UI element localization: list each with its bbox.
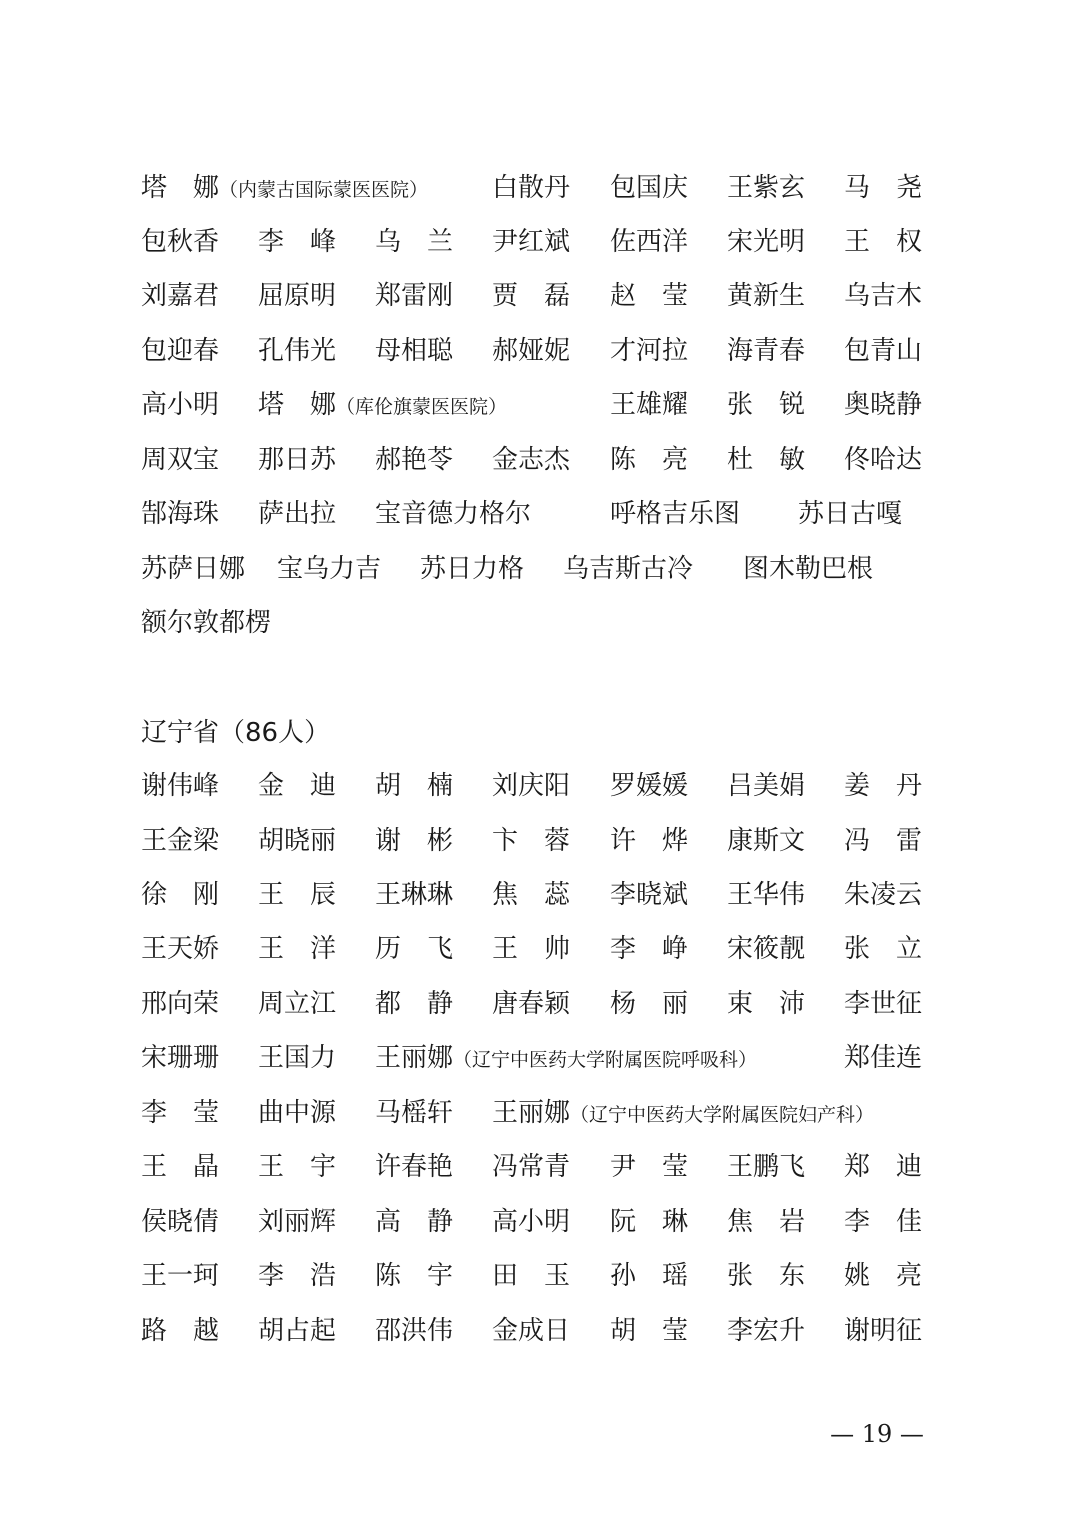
name-entry	[141, 331, 219, 371]
person-name: 王 宇	[258, 1152, 337, 1182]
person-name: 王丽娜	[492, 1098, 571, 1128]
name-entry	[258, 821, 336, 861]
name-row	[141, 929, 961, 969]
person-name: 王天娇	[141, 934, 220, 964]
name-entry	[727, 1256, 805, 1296]
person-name: 郑佳连	[844, 1043, 923, 1073]
name-entry	[258, 766, 336, 806]
name-entry	[610, 1256, 688, 1296]
affiliation-note: （辽宁中医药大学附属医院妇产科）	[570, 1104, 875, 1126]
name-entry	[141, 929, 219, 969]
name-entry	[375, 276, 453, 316]
person-name: 冯 雷	[844, 826, 923, 856]
province-heading: 辽宁省（86人）	[141, 718, 331, 748]
name-entry	[727, 385, 805, 425]
name-entry	[141, 821, 219, 861]
name-entry	[610, 1202, 688, 1242]
name-entry	[844, 1202, 922, 1242]
name-entry	[743, 549, 873, 589]
name-entry	[844, 1311, 922, 1351]
name-row	[141, 603, 961, 643]
name-entry	[375, 222, 453, 262]
person-name: 马榣轩	[375, 1098, 454, 1128]
person-name: 郝艳苓	[375, 445, 454, 475]
name-entry	[844, 766, 922, 806]
name-row	[141, 385, 961, 425]
name-entry	[492, 875, 570, 915]
person-name: 李晓斌	[610, 880, 689, 910]
name-entry	[610, 766, 688, 806]
name-row	[141, 168, 961, 208]
person-name: 王雄耀	[610, 390, 689, 420]
name-entry	[141, 875, 219, 915]
person-name: 卞 蓉	[492, 826, 571, 856]
name-row	[141, 1311, 961, 1351]
name-entry	[375, 331, 453, 371]
name-entry	[610, 440, 688, 480]
person-name: 图木勒巴根	[743, 554, 874, 584]
name-entry	[610, 222, 688, 262]
person-name: 包国庆	[610, 173, 689, 203]
person-name: 谢 彬	[375, 826, 454, 856]
name-entry	[727, 821, 805, 861]
name-entry	[610, 494, 740, 534]
person-name: 高小明	[141, 390, 220, 420]
name-entry	[258, 1093, 336, 1133]
name-row	[141, 875, 961, 915]
person-name: 周双宝	[141, 445, 220, 475]
person-name: 那日苏	[258, 445, 337, 475]
name-entry	[141, 1093, 219, 1133]
name-entry	[727, 1311, 805, 1351]
person-name: 奥晓静	[844, 390, 923, 420]
person-name: 都 静	[375, 989, 454, 1019]
person-name: 屈原明	[258, 281, 337, 311]
person-name: 包青山	[844, 336, 923, 366]
name-entry	[141, 1256, 219, 1296]
person-name: 罗媛媛	[610, 771, 689, 801]
name-entry	[375, 1147, 453, 1187]
person-name: 金志杰	[492, 445, 571, 475]
name-row	[141, 1038, 961, 1078]
person-name: 李宏升	[727, 1316, 806, 1346]
name-entry	[492, 821, 570, 861]
person-name: 苏日力格	[420, 554, 525, 584]
name-entry	[492, 1256, 570, 1296]
person-name: 黄新生	[727, 281, 806, 311]
affiliation-note: （辽宁中医药大学附属医院呼吸科）	[453, 1049, 758, 1071]
name-entry	[258, 984, 336, 1024]
name-entry	[141, 385, 219, 425]
person-name: 阮 琳	[610, 1207, 689, 1237]
person-name: 曲中源	[258, 1098, 337, 1128]
name-entry	[141, 1311, 219, 1351]
name-entry	[610, 1147, 688, 1187]
person-name: 田 玉	[492, 1261, 571, 1291]
person-name: 李 峰	[258, 227, 337, 257]
name-entry	[610, 821, 688, 861]
name-entry	[492, 222, 570, 262]
name-entry	[375, 929, 453, 969]
name-entry	[492, 331, 570, 371]
name-entry	[141, 1038, 219, 1078]
person-name: 刘丽辉	[258, 1207, 337, 1237]
person-name: 王琳琳	[375, 880, 454, 910]
person-name: 王 辰	[258, 880, 337, 910]
person-name: 乌吉斯古冷	[563, 554, 694, 584]
name-entry	[727, 168, 805, 208]
person-name: 胡 莹	[610, 1316, 689, 1346]
page-number: — 19 —	[830, 1420, 924, 1448]
name-entry	[141, 766, 219, 806]
person-name: 刘嘉君	[141, 281, 220, 311]
person-name: 包迎春	[141, 336, 220, 366]
name-entry	[258, 929, 336, 969]
name-entry	[844, 1256, 922, 1296]
name-row	[141, 331, 961, 371]
name-entry	[141, 549, 245, 589]
person-name: 许春艳	[375, 1152, 454, 1182]
person-name: 孙 瑶	[610, 1261, 689, 1291]
name-entry	[258, 875, 336, 915]
name-entry	[492, 276, 570, 316]
person-name: 贾 磊	[492, 281, 571, 311]
name-entry	[258, 385, 507, 427]
person-name: 佐西洋	[610, 227, 689, 257]
person-name: 郑雷刚	[375, 281, 454, 311]
name-entry	[610, 385, 688, 425]
name-entry	[141, 1147, 219, 1187]
name-entry	[141, 222, 219, 262]
name-entry	[727, 929, 805, 969]
name-entry	[492, 168, 570, 208]
name-entry	[844, 1038, 922, 1078]
name-entry	[492, 440, 570, 480]
name-entry	[727, 331, 805, 371]
person-name: 苏日古嘎	[798, 499, 903, 529]
name-entry	[375, 1093, 453, 1133]
name-entry	[610, 276, 688, 316]
person-name: 包秋香	[141, 227, 220, 257]
name-entry	[844, 1147, 922, 1187]
name-entry	[258, 494, 336, 534]
person-name: 陈 亮	[610, 445, 689, 475]
name-entry	[420, 549, 524, 589]
person-name: 王 洋	[258, 934, 337, 964]
name-entry	[727, 1202, 805, 1242]
person-name: 朱凌云	[844, 880, 923, 910]
person-name: 张 立	[844, 934, 923, 964]
name-entry	[258, 440, 336, 480]
name-entry	[492, 1202, 570, 1242]
name-entry	[492, 766, 570, 806]
person-name: 刘庆阳	[492, 771, 571, 801]
name-entry	[141, 440, 219, 480]
person-name: 塔 娜	[258, 390, 337, 420]
person-name: 尹 莹	[610, 1152, 689, 1182]
name-entry	[844, 168, 922, 208]
name-entry	[375, 440, 453, 480]
person-name: 历 飞	[375, 934, 454, 964]
person-name: 萨出拉	[258, 499, 337, 529]
name-entry	[727, 875, 805, 915]
name-row	[141, 1256, 961, 1296]
name-entry	[141, 168, 428, 210]
person-name: 白散丹	[492, 173, 571, 203]
person-name: 王一珂	[141, 1261, 220, 1291]
name-entry	[258, 276, 336, 316]
person-name: 尹红斌	[492, 227, 571, 257]
name-row	[141, 1093, 961, 1133]
name-entry	[610, 875, 688, 915]
person-name: 胡 楠	[375, 771, 454, 801]
person-name: 才河拉	[610, 336, 689, 366]
person-name: 李 峥	[610, 934, 689, 964]
name-entry	[610, 929, 688, 969]
person-name: 宋筱靓	[727, 934, 806, 964]
name-entry	[258, 1256, 336, 1296]
person-name: 胡占起	[258, 1316, 337, 1346]
person-name: 母相聪	[375, 336, 454, 366]
person-name: 李 佳	[844, 1207, 923, 1237]
person-name: 路 越	[141, 1316, 220, 1346]
name-entry	[727, 984, 805, 1024]
name-entry	[844, 276, 922, 316]
name-entry	[492, 1093, 874, 1135]
person-name: 徐 刚	[141, 880, 220, 910]
name-entry	[375, 1311, 453, 1351]
name-entry	[844, 222, 922, 262]
person-name: 郑 迪	[844, 1152, 923, 1182]
person-name: 张 锐	[727, 390, 806, 420]
person-name: 宝音德力格尔	[375, 499, 532, 529]
person-name: 吕美娟	[727, 771, 806, 801]
person-name: 乌 兰	[375, 227, 454, 257]
person-name: 李 莹	[141, 1098, 220, 1128]
person-name: 金 迪	[258, 771, 337, 801]
person-name: 王丽娜	[375, 1043, 454, 1073]
name-entry	[844, 984, 922, 1024]
name-entry	[492, 1147, 570, 1187]
name-entry	[375, 1256, 453, 1296]
person-name: 王鹏飞	[727, 1152, 806, 1182]
person-name: 李世征	[844, 989, 923, 1019]
name-entry	[258, 331, 336, 371]
name-row	[141, 1202, 961, 1242]
person-name: 焦 岩	[727, 1207, 806, 1237]
name-entry	[610, 168, 688, 208]
name-entry	[844, 929, 922, 969]
person-name: 苏萨日娜	[141, 554, 246, 584]
person-name: 王紫玄	[727, 173, 806, 203]
name-row	[141, 494, 961, 534]
person-name: 王华伟	[727, 880, 806, 910]
person-name: 张 东	[727, 1261, 806, 1291]
name-entry	[141, 276, 219, 316]
person-name: 金成日	[492, 1316, 571, 1346]
person-name: 王 权	[844, 227, 923, 257]
person-name: 呼格吉乐图	[610, 499, 741, 529]
person-name: 焦 蕊	[492, 880, 571, 910]
person-name: 佟哈达	[844, 445, 923, 475]
name-entry	[610, 331, 688, 371]
name-entry	[375, 494, 531, 534]
person-name: 杨 丽	[610, 989, 689, 1019]
name-entry	[610, 1311, 688, 1351]
person-name: 冯常青	[492, 1152, 571, 1182]
name-entry	[258, 1038, 336, 1078]
person-name: 邵洪伟	[375, 1316, 454, 1346]
affiliation-note: （库伦旗蒙医医院）	[336, 396, 508, 418]
name-entry	[563, 549, 693, 589]
person-name: 郜海珠	[141, 499, 220, 529]
name-entry	[375, 875, 453, 915]
person-name: 赵 莹	[610, 281, 689, 311]
name-entry	[844, 385, 922, 425]
person-name: 郝娅妮	[492, 336, 571, 366]
name-row	[141, 222, 961, 262]
name-row	[141, 821, 961, 861]
person-name: 谢伟峰	[141, 771, 220, 801]
name-entry	[844, 875, 922, 915]
person-name: 王 帅	[492, 934, 571, 964]
person-name: 侯晓倩	[141, 1207, 220, 1237]
name-entry	[798, 494, 902, 534]
person-name: 王国力	[258, 1043, 337, 1073]
person-name: 李 浩	[258, 1261, 337, 1291]
person-name: 姜 丹	[844, 771, 923, 801]
name-entry	[492, 984, 570, 1024]
person-name: 宋珊珊	[141, 1043, 220, 1073]
name-entry	[844, 440, 922, 480]
person-name: 马 尧	[844, 173, 923, 203]
name-entry	[375, 1038, 757, 1080]
person-name: 海青春	[727, 336, 806, 366]
name-entry	[727, 1147, 805, 1187]
name-entry	[727, 276, 805, 316]
name-entry	[141, 984, 219, 1024]
person-name: 高 静	[375, 1207, 454, 1237]
person-name: 宝乌力吉	[277, 554, 382, 584]
name-entry	[727, 222, 805, 262]
name-row	[141, 1147, 961, 1187]
name-row	[141, 549, 961, 589]
name-entry	[727, 440, 805, 480]
name-row	[141, 276, 961, 316]
person-name: 孔伟光	[258, 336, 337, 366]
person-name: 姚 亮	[844, 1261, 923, 1291]
person-name: 王 晶	[141, 1152, 220, 1182]
person-name: 谢明征	[844, 1316, 923, 1346]
person-name: 乌吉木	[844, 281, 923, 311]
person-name: 宋光明	[727, 227, 806, 257]
name-entry	[844, 331, 922, 371]
name-entry	[258, 1147, 336, 1187]
person-name: 额尔敦都楞	[141, 608, 272, 638]
person-name: 邢向荣	[141, 989, 220, 1019]
person-name: 康斯文	[727, 826, 806, 856]
name-entry	[492, 1311, 570, 1351]
person-name: 胡晓丽	[258, 826, 337, 856]
person-name: 王金梁	[141, 826, 220, 856]
name-entry	[141, 494, 219, 534]
person-name: 许 烨	[610, 826, 689, 856]
name-entry	[375, 984, 453, 1024]
name-entry	[277, 549, 381, 589]
name-row	[141, 766, 961, 806]
person-name: 塔 娜	[141, 173, 220, 203]
name-entry	[375, 1202, 453, 1242]
person-name: 陈 宇	[375, 1261, 454, 1291]
person-name: 束 沛	[727, 989, 806, 1019]
name-entry	[375, 821, 453, 861]
name-entry	[141, 603, 271, 643]
name-entry	[844, 821, 922, 861]
person-name: 杜 敏	[727, 445, 806, 475]
name-row	[141, 984, 961, 1024]
person-name: 高小明	[492, 1207, 571, 1237]
person-name: 周立江	[258, 989, 337, 1019]
name-entry	[375, 766, 453, 806]
name-entry	[258, 1202, 336, 1242]
name-entry	[141, 1202, 219, 1242]
name-entry	[610, 984, 688, 1024]
person-name: 唐春颖	[492, 989, 571, 1019]
affiliation-note: （内蒙古国际蒙医医院）	[219, 179, 429, 201]
name-entry	[492, 929, 570, 969]
name-entry	[727, 766, 805, 806]
name-row	[141, 440, 961, 480]
name-entry	[258, 222, 336, 262]
name-entry	[258, 1311, 336, 1351]
